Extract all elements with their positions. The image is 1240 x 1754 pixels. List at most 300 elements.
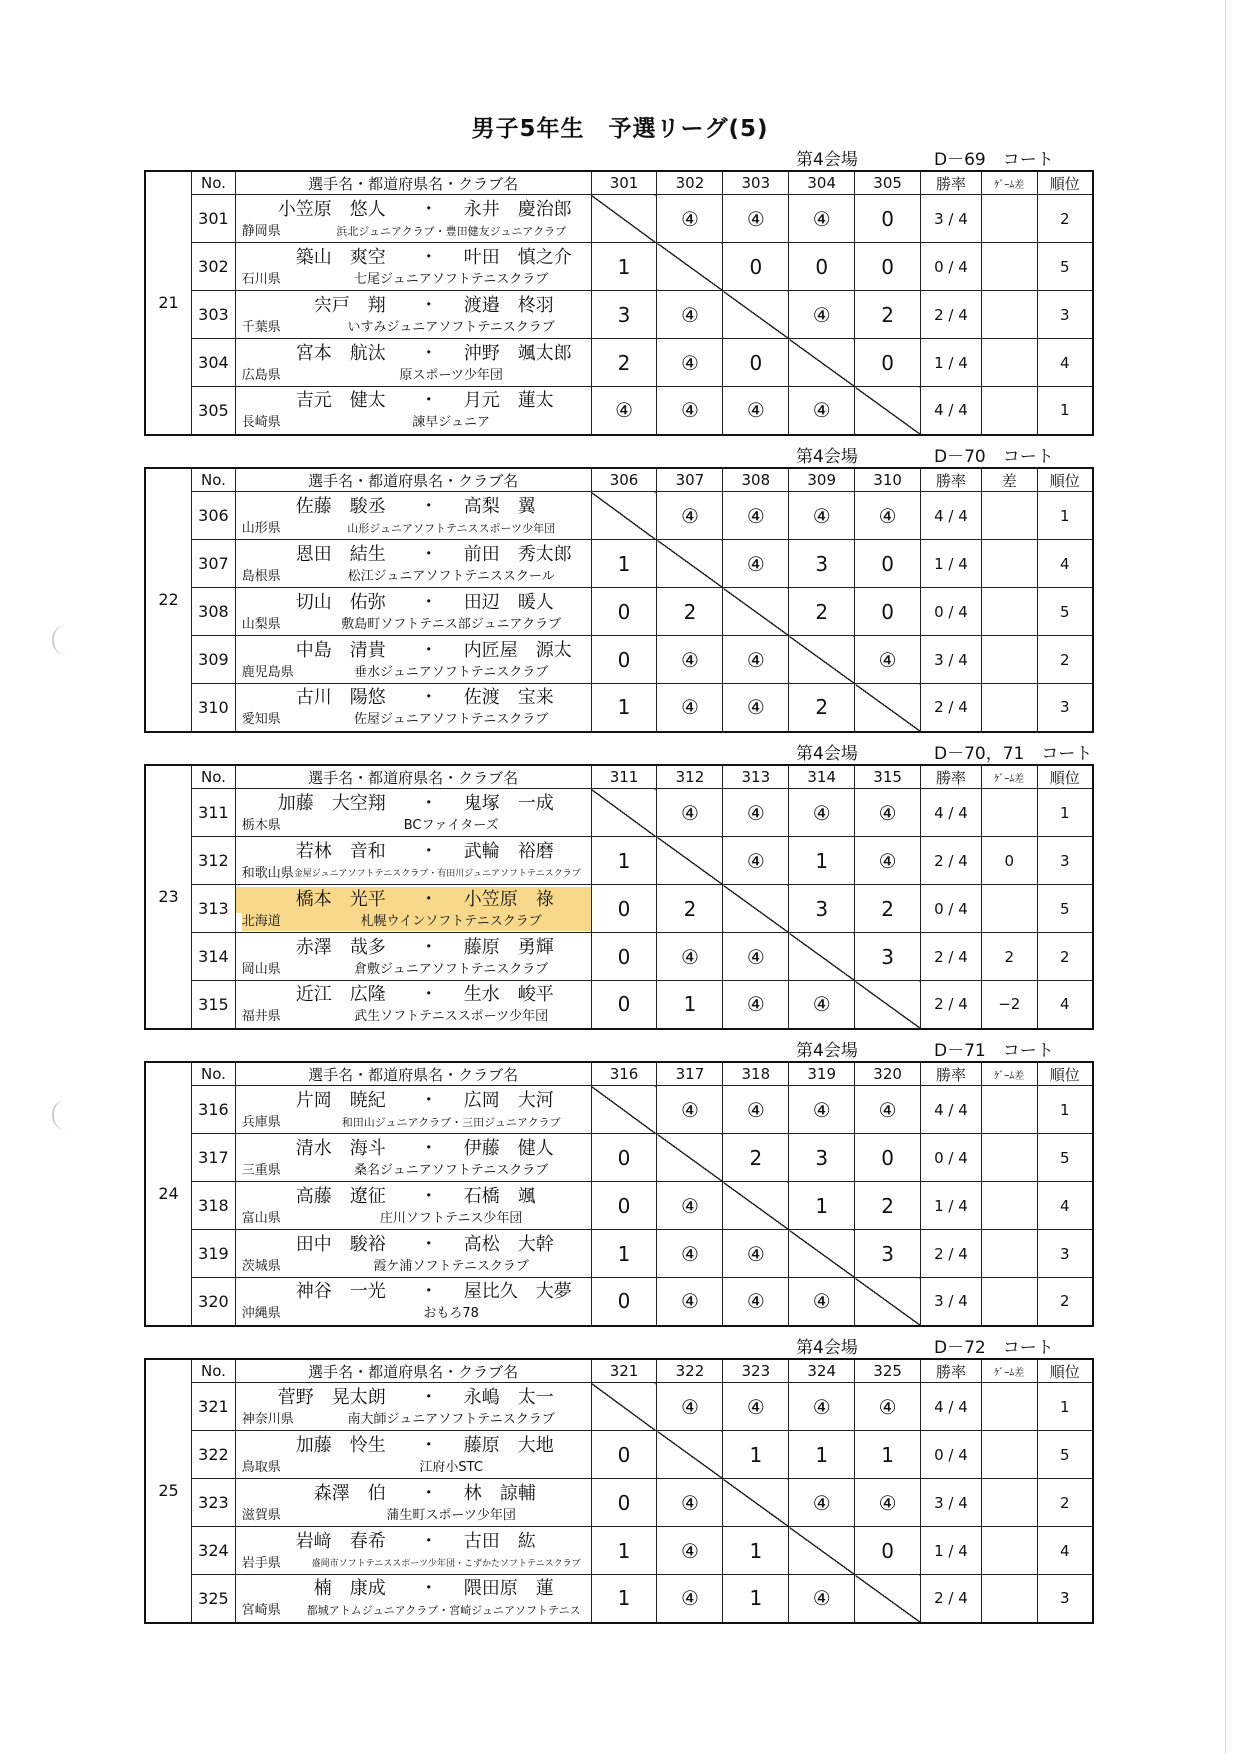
- match-result: 0: [723, 243, 789, 291]
- rank: 4: [1037, 1182, 1093, 1230]
- match-result: ④: [657, 387, 723, 435]
- game-diff: [981, 1278, 1037, 1326]
- club-name: 浜北ジュニアクラブ・豊田健友ジュニアクラブ: [336, 224, 567, 238]
- match-result: 2: [657, 885, 723, 933]
- player-info: [235, 1230, 591, 1278]
- player-number: 320: [192, 1278, 236, 1326]
- rank: 2: [1037, 195, 1093, 243]
- match-result: 2: [855, 1182, 921, 1230]
- player-info: [235, 933, 591, 981]
- player1-name: 恩田 結生: [295, 543, 386, 565]
- name-separator: ・: [419, 687, 438, 709]
- player-row: [145, 195, 1093, 243]
- self-match-cell: [789, 339, 855, 387]
- header-opponent: 318: [723, 1062, 789, 1086]
- player-row: [145, 1230, 1093, 1278]
- player-number: 316: [192, 1086, 236, 1134]
- prefecture: 岩手県: [241, 1555, 281, 1571]
- header-game-diff: ｹﾞｰﾑ差: [981, 171, 1037, 195]
- player-number: 322: [192, 1431, 236, 1479]
- header-opponent: 319: [789, 1062, 855, 1086]
- self-match-cell: [591, 1086, 657, 1134]
- match-result: 0: [723, 339, 789, 387]
- player1-name: 橋本 光平: [236, 887, 394, 913]
- match-result: 3: [789, 885, 855, 933]
- name-separator: ・: [419, 1185, 438, 1207]
- match-result: ④: [657, 636, 723, 684]
- match-result: ④: [723, 837, 789, 885]
- game-diff: 0: [981, 837, 1037, 885]
- header-no: No.: [192, 765, 236, 789]
- player1-name: 宍戸 翔: [313, 294, 386, 316]
- rank: 1: [1037, 492, 1093, 540]
- match-result: 2: [723, 1134, 789, 1182]
- header-no: No.: [192, 1359, 236, 1383]
- court-info: [144, 1039, 1094, 1061]
- match-result: ④: [657, 1383, 723, 1431]
- header-game-diff: ｹﾞｰﾑ差: [981, 765, 1037, 789]
- game-diff: [981, 1479, 1037, 1527]
- player1-name: 近江 広隆: [295, 984, 386, 1006]
- club-name: 庄川ソフトテニス少年団: [379, 1210, 523, 1226]
- self-match-cell: [789, 1527, 855, 1575]
- header-opponent: 308: [723, 468, 789, 492]
- match-result: 2: [789, 684, 855, 732]
- name-separator: ・: [419, 984, 438, 1006]
- player-info: [235, 243, 591, 291]
- rank: 1: [1037, 1086, 1093, 1134]
- game-diff: [981, 684, 1037, 732]
- player-row: [145, 1527, 1093, 1575]
- player1-name: 宮本 航汰: [295, 342, 386, 364]
- header-player: 選手名・都道府県名・クラブ名: [235, 171, 591, 195]
- match-result: ④: [789, 1575, 855, 1623]
- player-number: 324: [192, 1527, 236, 1575]
- header-player: 選手名・都道府県名・クラブ名: [235, 1359, 591, 1383]
- game-diff: [981, 492, 1037, 540]
- group-number: 21: [145, 171, 192, 435]
- court-code: D－70，71 コート: [934, 744, 1093, 764]
- prefecture: 北海道: [242, 913, 322, 931]
- self-match-cell: [789, 933, 855, 981]
- match-result: ④: [789, 981, 855, 1029]
- club-name: 武生ソフトテニススポーツ少年団: [354, 1009, 549, 1025]
- player-info: [235, 981, 591, 1029]
- header-opponent: 315: [855, 765, 921, 789]
- prefecture: 三重県: [241, 1162, 281, 1178]
- match-result: 0: [789, 243, 855, 291]
- league-table: [144, 764, 1094, 1030]
- player2-name: 鬼塚 一成: [463, 792, 554, 814]
- court-code: D－71 コート: [934, 1041, 1054, 1061]
- match-result: 3: [855, 933, 921, 981]
- match-result: ④: [657, 1278, 723, 1326]
- prefecture: 千葉県: [241, 319, 281, 335]
- match-result: 1: [591, 684, 657, 732]
- self-match-cell: [789, 1230, 855, 1278]
- match-result: 1: [789, 1431, 855, 1479]
- player1-name: 赤澤 哉多: [295, 936, 386, 958]
- header-opponent: 302: [657, 171, 723, 195]
- club-name: 盛岡市ソフトテニススポーツ少年団・こずかたソフトテニスクラブ: [311, 1558, 581, 1569]
- player-info: [235, 636, 591, 684]
- match-result: 0: [591, 933, 657, 981]
- game-diff: [981, 1383, 1037, 1431]
- prefecture: 静岡県: [241, 223, 281, 239]
- header-opponent: 307: [657, 468, 723, 492]
- rank: 1: [1037, 789, 1093, 837]
- player-row: [145, 933, 1093, 981]
- player-row: [145, 885, 1093, 933]
- player1-name: 若林 音和: [295, 840, 386, 862]
- prefecture: 神奈川県: [241, 1411, 294, 1427]
- win-rate: 3 / 4: [921, 636, 982, 684]
- player1-name: 加藤 大空翔: [277, 792, 386, 814]
- court-code: D－70 コート: [934, 447, 1054, 467]
- header-game-diff: 差: [981, 468, 1037, 492]
- header-opponent: 313: [723, 765, 789, 789]
- player-row: [145, 291, 1093, 339]
- header-opponent: 309: [789, 468, 855, 492]
- player-info: [235, 1479, 591, 1527]
- player-row: [145, 243, 1093, 291]
- player-row: [145, 1182, 1093, 1230]
- rank: 3: [1037, 291, 1093, 339]
- name-separator: ・: [419, 1386, 438, 1408]
- player-info: [235, 1431, 591, 1479]
- venue-label: 第4会場: [796, 150, 858, 170]
- club-name: 霞ケ浦ソフトテニスクラブ: [373, 1258, 529, 1274]
- name-separator: ・: [419, 495, 438, 517]
- player-info: [235, 540, 591, 588]
- player2-name: 小笠原 祿: [464, 887, 591, 913]
- player-row: [145, 636, 1093, 684]
- player2-name: 生水 峻平: [463, 984, 554, 1006]
- player-info: [235, 291, 591, 339]
- group-number: 25: [145, 1359, 192, 1623]
- match-result: 0: [855, 195, 921, 243]
- prefecture: 栃木県: [241, 817, 281, 833]
- win-rate: 3 / 4: [921, 1278, 982, 1326]
- win-rate: 4 / 4: [921, 492, 982, 540]
- self-match-cell: [657, 1134, 723, 1182]
- punch-hole-mark: [52, 625, 68, 655]
- header-rank: 順位: [1037, 468, 1093, 492]
- player1-name: 神谷 一光: [295, 1281, 386, 1303]
- header-opponent: 321: [591, 1359, 657, 1383]
- match-result: ④: [789, 1479, 855, 1527]
- match-result: ④: [789, 195, 855, 243]
- prefecture: 福井県: [241, 1009, 281, 1025]
- match-result: 0: [855, 1527, 921, 1575]
- player2-name: 屋比久 大夢: [463, 1281, 572, 1303]
- match-result: 0: [591, 1278, 657, 1326]
- match-result: 1: [789, 1182, 855, 1230]
- match-result: 3: [789, 540, 855, 588]
- venue-label: 第4会場: [796, 447, 858, 467]
- club-name: 和田山ジュニアクラブ・三田ジュニアクラブ: [341, 1115, 561, 1129]
- match-result: 1: [591, 1575, 657, 1623]
- game-diff: [981, 387, 1037, 435]
- self-match-cell: [591, 1383, 657, 1431]
- league-block-22: [144, 445, 1094, 733]
- player2-name: 隈田原 蓮: [463, 1578, 554, 1600]
- match-result: 0: [591, 636, 657, 684]
- match-result: ④: [723, 195, 789, 243]
- player1-name: 吉元 健太: [295, 390, 386, 412]
- player-info: [235, 684, 591, 732]
- game-diff: [981, 1527, 1037, 1575]
- player2-name: 内匠屋 源太: [463, 639, 572, 661]
- player1-name: 築山 爽空: [295, 246, 386, 268]
- match-result: ④: [657, 1230, 723, 1278]
- header-opponent: 325: [855, 1359, 921, 1383]
- prefecture: 茨城県: [241, 1258, 281, 1274]
- header-rank: 順位: [1037, 171, 1093, 195]
- player-row: [145, 1479, 1093, 1527]
- player-info: [235, 387, 591, 435]
- match-result: ④: [789, 492, 855, 540]
- prefecture: 鹿児島県: [241, 664, 294, 680]
- name-separator: ・: [419, 390, 438, 412]
- club-name: 原スポーツ少年団: [399, 367, 503, 383]
- player1-name: 中島 清貴: [295, 639, 386, 661]
- player-info: [235, 1575, 591, 1623]
- match-result: ④: [723, 636, 789, 684]
- rank: 4: [1037, 981, 1093, 1029]
- player-number: 306: [192, 492, 236, 540]
- match-result: ④: [789, 1086, 855, 1134]
- game-diff: [981, 1230, 1037, 1278]
- club-name: 桑名ジュニアソフトテニスクラブ: [354, 1162, 549, 1178]
- match-result: 0: [591, 1479, 657, 1527]
- page-edge: [1225, 0, 1226, 1754]
- game-diff: [981, 1182, 1037, 1230]
- player-row: [145, 837, 1093, 885]
- group-number: 24: [145, 1062, 192, 1326]
- header-winrate: 勝率: [921, 171, 982, 195]
- match-result: 0: [591, 1431, 657, 1479]
- self-match-cell: [855, 1575, 921, 1623]
- name-separator: ・: [419, 639, 438, 661]
- club-name: 諫早ジュニア: [412, 415, 491, 431]
- match-result: 1: [789, 837, 855, 885]
- win-rate: 0 / 4: [921, 1134, 982, 1182]
- win-rate: 4 / 4: [921, 387, 982, 435]
- match-result: 0: [591, 981, 657, 1029]
- player-number: 317: [192, 1134, 236, 1182]
- self-match-cell: [855, 981, 921, 1029]
- player-row: [145, 684, 1093, 732]
- game-diff: 2: [981, 933, 1037, 981]
- player1-name: 佐藤 駿丞: [295, 495, 386, 517]
- self-match-cell: [591, 492, 657, 540]
- player1-name: 楠 康成: [313, 1578, 386, 1600]
- name-separator: ・: [419, 792, 438, 814]
- player2-name: 藤原 大地: [463, 1434, 554, 1456]
- player2-name: 高梨 翼: [463, 495, 536, 517]
- rank: 3: [1037, 1230, 1093, 1278]
- player-info: [235, 492, 591, 540]
- club-name: おもろ78: [423, 1306, 479, 1322]
- league-block-25: [144, 1336, 1094, 1624]
- name-separator: ・: [419, 936, 438, 958]
- prefecture: 兵庫県: [241, 1114, 281, 1130]
- player-row: [145, 588, 1093, 636]
- match-result: ④: [789, 291, 855, 339]
- match-result: ④: [855, 636, 921, 684]
- self-match-cell: [657, 837, 723, 885]
- player-info: [235, 1527, 591, 1575]
- punch-hole-mark: [52, 1100, 68, 1130]
- player-info: [235, 1134, 591, 1182]
- match-result: ④: [723, 1230, 789, 1278]
- win-rate: 4 / 4: [921, 1086, 982, 1134]
- player-row: [145, 981, 1093, 1029]
- match-result: 2: [789, 588, 855, 636]
- header-opponent: 316: [591, 1062, 657, 1086]
- player-number: 305: [192, 387, 236, 435]
- name-separator: ・: [419, 294, 438, 316]
- win-rate: 2 / 4: [921, 981, 982, 1029]
- match-result: ④: [789, 1278, 855, 1326]
- match-result: 0: [591, 885, 657, 933]
- match-result: ④: [723, 1086, 789, 1134]
- header-no: No.: [192, 468, 236, 492]
- self-match-cell: [723, 291, 789, 339]
- player-number: 319: [192, 1230, 236, 1278]
- win-rate: 4 / 4: [921, 789, 982, 837]
- game-diff: [981, 789, 1037, 837]
- match-result: 2: [591, 339, 657, 387]
- player1-name: 古川 陽悠: [295, 687, 386, 709]
- header-player: 選手名・都道府県名・クラブ名: [235, 765, 591, 789]
- player2-name: 田辺 暖人: [463, 591, 554, 613]
- player-number: 304: [192, 339, 236, 387]
- self-match-cell: [657, 1431, 723, 1479]
- player-info: [235, 1182, 591, 1230]
- rank: 4: [1037, 1527, 1093, 1575]
- header-opponent: 323: [723, 1359, 789, 1383]
- match-result: 0: [591, 588, 657, 636]
- match-result: ④: [657, 933, 723, 981]
- prefecture: 和歌山県: [241, 865, 294, 881]
- match-result: 0: [855, 339, 921, 387]
- name-separator: ・: [419, 1233, 438, 1255]
- match-result: ④: [657, 789, 723, 837]
- match-result: ④: [723, 684, 789, 732]
- match-result: ④: [723, 1278, 789, 1326]
- match-result: ④: [657, 1479, 723, 1527]
- player-info: [235, 195, 591, 243]
- player-info: [235, 1278, 591, 1326]
- rank: 1: [1037, 1383, 1093, 1431]
- rank: 4: [1037, 339, 1093, 387]
- player-number: 308: [192, 588, 236, 636]
- match-result: 1: [591, 243, 657, 291]
- name-separator: ・: [419, 543, 438, 565]
- player-number: 301: [192, 195, 236, 243]
- player-number: 312: [192, 837, 236, 885]
- prefecture: 石川県: [241, 271, 281, 287]
- court-info: [144, 742, 1094, 764]
- match-result: 1: [855, 1431, 921, 1479]
- court-info: [144, 1336, 1094, 1358]
- header-game-diff: ｹﾞｰﾑ差: [981, 1062, 1037, 1086]
- player2-name: 沖野 颯太郎: [463, 342, 572, 364]
- self-match-cell: [723, 1182, 789, 1230]
- player1-name: 片岡 暁紀: [295, 1089, 386, 1111]
- name-separator: ・: [419, 1530, 438, 1552]
- league-block-24: [144, 1039, 1094, 1327]
- player-number: 307: [192, 540, 236, 588]
- header-player: 選手名・都道府県名・クラブ名: [235, 1062, 591, 1086]
- player-row: [145, 492, 1093, 540]
- game-diff: [981, 243, 1037, 291]
- header-row: [145, 1359, 1093, 1383]
- match-result: ④: [591, 387, 657, 435]
- prefecture: 鳥取県: [241, 1459, 281, 1475]
- match-result: ④: [855, 1383, 921, 1431]
- match-result: ④: [789, 789, 855, 837]
- name-separator: ・: [419, 246, 438, 268]
- player2-name: 林 諒輔: [463, 1482, 536, 1504]
- player-row: [145, 1575, 1093, 1623]
- player2-name: 前田 秀太郎: [463, 543, 572, 565]
- player2-name: 佐渡 宝来: [463, 687, 554, 709]
- player1-name: 加藤 怜生: [295, 1434, 386, 1456]
- league-block-23: [144, 742, 1094, 1030]
- self-match-cell: [789, 636, 855, 684]
- club-name: 蒲生町スポーツ少年団: [386, 1507, 516, 1523]
- match-result: ④: [657, 1575, 723, 1623]
- name-separator: ・: [419, 1281, 438, 1303]
- player-info: [235, 339, 591, 387]
- match-result: 2: [855, 885, 921, 933]
- player-row: [145, 387, 1093, 435]
- club-name: 垂水ジュニアソフトテニスクラブ: [354, 664, 549, 680]
- group-number: 23: [145, 765, 192, 1029]
- prefecture: 山形県: [241, 520, 281, 536]
- league-table: [144, 1358, 1094, 1624]
- header-winrate: 勝率: [921, 468, 982, 492]
- player2-name: 月元 蓮太: [463, 390, 554, 412]
- win-rate: 0 / 4: [921, 588, 982, 636]
- header-opponent: 306: [591, 468, 657, 492]
- self-match-cell: [591, 789, 657, 837]
- self-match-cell: [855, 684, 921, 732]
- self-match-cell: [855, 1278, 921, 1326]
- venue-label: 第4会場: [796, 744, 858, 764]
- match-result: 0: [855, 588, 921, 636]
- name-separator: ・: [419, 591, 438, 613]
- match-result: 3: [591, 291, 657, 339]
- game-diff: [981, 1431, 1037, 1479]
- match-result: 1: [723, 1431, 789, 1479]
- player-info: [235, 789, 591, 837]
- club-name: 金屋ジュニアソフトテニスクラブ・有田川ジュニアソフトテニスクラブ: [293, 868, 581, 879]
- match-result: 0: [855, 540, 921, 588]
- venue-label: 第4会場: [796, 1338, 858, 1358]
- club-name: 倉敷ジュニアソフトテニスクラブ: [354, 961, 549, 977]
- win-rate: 1 / 4: [921, 1182, 982, 1230]
- header-opponent: 312: [657, 765, 723, 789]
- prefecture: 宮崎県: [241, 1603, 281, 1619]
- player-number: 325: [192, 1575, 236, 1623]
- player1-name: 清水 海斗: [295, 1137, 386, 1159]
- win-rate: 1 / 4: [921, 339, 982, 387]
- player-info: [235, 885, 591, 933]
